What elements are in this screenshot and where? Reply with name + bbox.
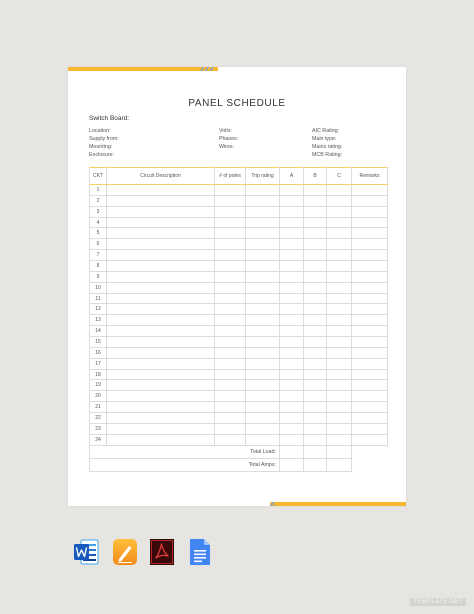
poles-cell[interactable]	[215, 271, 246, 282]
phase-b-cell[interactable]	[304, 413, 327, 424]
trip-rating-cell[interactable]	[246, 185, 280, 196]
table-row	[90, 326, 388, 337]
phase-b-cell[interactable]	[304, 250, 327, 261]
remarks-cell[interactable]	[352, 185, 388, 196]
phase-c-cell[interactable]	[327, 217, 352, 228]
poles-cell[interactable]	[215, 369, 246, 380]
table-row	[90, 282, 388, 293]
trip-rating-cell[interactable]	[246, 261, 280, 272]
ckt-cell: 1	[90, 185, 107, 196]
phase-c-cell[interactable]	[327, 391, 352, 402]
phase-a-cell[interactable]	[280, 326, 304, 337]
remarks-cell[interactable]	[352, 250, 388, 261]
total-load-a[interactable]	[280, 446, 304, 459]
phase-c-cell[interactable]	[327, 369, 352, 380]
table-row	[90, 423, 388, 434]
table-row	[90, 413, 388, 424]
circuit-description-cell[interactable]	[107, 347, 215, 358]
ckt-cell: 7	[90, 250, 107, 261]
phase-b-cell[interactable]	[304, 434, 327, 445]
poles-cell[interactable]	[215, 358, 246, 369]
ckt-cell: 5	[90, 228, 107, 239]
ckt-cell: 11	[90, 293, 107, 304]
remarks-cell[interactable]	[352, 228, 388, 239]
trip-rating-cell[interactable]	[246, 347, 280, 358]
trip-rating-cell[interactable]	[246, 369, 280, 380]
phase-a-cell[interactable]	[280, 391, 304, 402]
document-title: PANEL SCHEDULE	[188, 98, 286, 109]
circuit-description-cell[interactable]	[107, 402, 215, 413]
total-amps-a[interactable]	[280, 459, 304, 472]
remarks-cell[interactable]	[352, 391, 388, 402]
circuit-description-cell[interactable]	[107, 217, 215, 228]
poles-cell[interactable]	[215, 304, 246, 315]
phase-c-cell[interactable]	[327, 326, 352, 337]
remarks-cell[interactable]	[352, 434, 388, 445]
ckt-cell: 17	[90, 358, 107, 369]
trip-rating-cell[interactable]	[246, 326, 280, 337]
table-header-row	[90, 168, 388, 185]
ckt-cell: 21	[90, 402, 107, 413]
table-row	[90, 337, 388, 348]
phase-a-cell[interactable]	[280, 369, 304, 380]
remarks-cell[interactable]	[352, 304, 388, 315]
poles-cell[interactable]	[215, 239, 246, 250]
ckt-cell: 8	[90, 261, 107, 272]
table-row	[90, 315, 388, 326]
poles-cell[interactable]	[215, 250, 246, 261]
phase-b-cell[interactable]	[304, 337, 327, 348]
aic-rating-label: AIC Rating:	[312, 128, 340, 134]
remarks-cell[interactable]	[352, 347, 388, 358]
remarks-cell[interactable]	[352, 282, 388, 293]
ckt-cell: 14	[90, 326, 107, 337]
trip-rating-cell[interactable]	[246, 282, 280, 293]
remarks-cell[interactable]	[352, 423, 388, 434]
phase-a-cell[interactable]	[280, 337, 304, 348]
poles-cell[interactable]	[215, 413, 246, 424]
trip-rating-cell[interactable]	[246, 206, 280, 217]
phase-c-cell[interactable]	[327, 250, 352, 261]
table-row	[90, 347, 388, 358]
volts-label: Volts:	[219, 128, 232, 134]
phase-b-cell[interactable]	[304, 185, 327, 196]
phase-c-cell[interactable]	[327, 206, 352, 217]
header-circuit-description: Circuit Description	[107, 168, 215, 185]
table-body	[90, 185, 388, 446]
phase-a-cell[interactable]	[280, 413, 304, 424]
header-b: B	[304, 168, 327, 185]
circuit-description-cell[interactable]	[107, 434, 215, 445]
header-remarks: Remarks	[352, 168, 388, 185]
remarks-cell[interactable]	[352, 271, 388, 282]
circuit-description-cell[interactable]	[107, 369, 215, 380]
circuit-description-cell[interactable]	[107, 293, 215, 304]
bottom-accent-bar	[276, 502, 406, 506]
panel-schedule-table	[89, 167, 388, 446]
table-row	[90, 239, 388, 250]
trip-rating-cell[interactable]	[246, 304, 280, 315]
ckt-cell: 24	[90, 434, 107, 445]
phase-c-cell[interactable]	[327, 293, 352, 304]
phase-a-cell[interactable]	[280, 239, 304, 250]
circuit-description-cell[interactable]	[107, 423, 215, 434]
total-load-label: Total Load:	[90, 446, 280, 459]
phase-a-cell[interactable]	[280, 358, 304, 369]
table-row	[90, 391, 388, 402]
total-amps-b[interactable]	[304, 459, 327, 472]
phase-c-cell[interactable]	[327, 380, 352, 391]
trip-rating-cell[interactable]	[246, 358, 280, 369]
trip-rating-cell[interactable]	[246, 271, 280, 282]
poles-cell[interactable]	[215, 347, 246, 358]
trip-rating-cell[interactable]	[246, 195, 280, 206]
remarks-cell[interactable]	[352, 315, 388, 326]
phase-b-cell[interactable]	[304, 358, 327, 369]
trip-rating-cell[interactable]	[246, 217, 280, 228]
remarks-cell[interactable]	[352, 239, 388, 250]
ckt-cell: 20	[90, 391, 107, 402]
circuit-description-cell[interactable]	[107, 206, 215, 217]
table-row	[90, 293, 388, 304]
phase-b-cell[interactable]	[304, 195, 327, 206]
phase-b-cell[interactable]	[304, 239, 327, 250]
poles-cell[interactable]	[215, 185, 246, 196]
trip-rating-cell[interactable]	[246, 402, 280, 413]
total-amps-row	[90, 459, 352, 472]
info-column-3	[312, 127, 342, 159]
phase-c-cell[interactable]	[327, 185, 352, 196]
phase-b-cell[interactable]	[304, 347, 327, 358]
circuit-description-cell[interactable]	[107, 413, 215, 424]
phase-b-cell[interactable]	[304, 315, 327, 326]
enclosure-label: Enclosure:	[89, 152, 115, 158]
table-row	[90, 369, 388, 380]
document-page	[68, 67, 406, 506]
phase-b-cell[interactable]	[304, 217, 327, 228]
header-poles: # of poles	[215, 168, 246, 185]
top-accent-stripes	[200, 67, 214, 71]
header-c: C	[327, 168, 352, 185]
trip-rating-cell[interactable]	[246, 391, 280, 402]
poles-cell[interactable]	[215, 402, 246, 413]
ckt-cell: 4	[90, 217, 107, 228]
phase-c-cell[interactable]	[327, 402, 352, 413]
poles-cell[interactable]	[215, 391, 246, 402]
phase-b-cell[interactable]	[304, 380, 327, 391]
phase-b-cell[interactable]	[304, 402, 327, 413]
top-accent-bar	[68, 67, 218, 71]
phase-c-cell[interactable]	[327, 282, 352, 293]
ckt-cell: 3	[90, 206, 107, 217]
phase-c-cell[interactable]	[327, 315, 352, 326]
circuit-description-cell[interactable]	[107, 304, 215, 315]
poles-cell[interactable]	[215, 282, 246, 293]
location-label: Location:	[89, 128, 111, 134]
ckt-cell: 6	[90, 239, 107, 250]
poles-cell[interactable]	[215, 228, 246, 239]
header-a: A	[280, 168, 304, 185]
phase-a-cell[interactable]	[280, 434, 304, 445]
trip-rating-cell[interactable]	[246, 239, 280, 250]
phase-a-cell[interactable]	[280, 228, 304, 239]
phase-c-cell[interactable]	[327, 239, 352, 250]
circuit-description-cell[interactable]	[107, 337, 215, 348]
circuit-description-cell[interactable]	[107, 326, 215, 337]
mounting-label: Mounting:	[89, 144, 113, 150]
trip-rating-cell[interactable]	[246, 434, 280, 445]
phase-b-cell[interactable]	[304, 282, 327, 293]
phase-b-cell[interactable]	[304, 206, 327, 217]
watermark: TEMPLATE.NET	[410, 598, 466, 606]
ckt-cell: 12	[90, 304, 107, 315]
remarks-cell[interactable]	[352, 261, 388, 272]
poles-cell[interactable]	[215, 206, 246, 217]
table-row	[90, 434, 388, 445]
phase-a-cell[interactable]	[280, 217, 304, 228]
circuit-description-cell[interactable]	[107, 250, 215, 261]
poles-cell[interactable]	[215, 195, 246, 206]
supply-from-label: Supply from:	[89, 136, 119, 142]
ckt-cell: 9	[90, 271, 107, 282]
ckt-cell: 13	[90, 315, 107, 326]
phase-a-cell[interactable]	[280, 304, 304, 315]
trip-rating-cell[interactable]	[246, 293, 280, 304]
poles-cell[interactable]	[215, 380, 246, 391]
remarks-cell[interactable]	[352, 326, 388, 337]
phase-b-cell[interactable]	[304, 228, 327, 239]
mains-rating-label: Mains rating:	[312, 144, 343, 150]
table-row	[90, 206, 388, 217]
phase-a-cell[interactable]	[280, 315, 304, 326]
phase-c-cell[interactable]	[327, 413, 352, 424]
phase-a-cell[interactable]	[280, 282, 304, 293]
circuit-description-cell[interactable]	[107, 315, 215, 326]
remarks-cell[interactable]	[352, 358, 388, 369]
poles-cell[interactable]	[215, 217, 246, 228]
circuit-description-cell[interactable]	[107, 185, 215, 196]
phase-a-cell[interactable]	[280, 206, 304, 217]
phase-a-cell[interactable]	[280, 423, 304, 434]
trip-rating-cell[interactable]	[246, 315, 280, 326]
circuit-description-cell[interactable]	[107, 261, 215, 272]
remarks-cell[interactable]	[352, 217, 388, 228]
table-row	[90, 195, 388, 206]
phase-a-cell[interactable]	[280, 195, 304, 206]
remarks-cell[interactable]	[352, 413, 388, 424]
phase-a-cell[interactable]	[280, 261, 304, 272]
google-docs-icon[interactable]	[187, 538, 213, 566]
remarks-cell[interactable]	[352, 402, 388, 413]
ckt-cell: 2	[90, 195, 107, 206]
phase-a-cell[interactable]	[280, 402, 304, 413]
phase-a-cell[interactable]	[280, 380, 304, 391]
phase-a-cell[interactable]	[280, 185, 304, 196]
poles-cell[interactable]	[215, 423, 246, 434]
table-row	[90, 261, 388, 272]
phase-c-cell[interactable]	[327, 423, 352, 434]
ckt-cell: 22	[90, 413, 107, 424]
wires-label: Wires:	[219, 144, 235, 150]
circuit-description-cell[interactable]	[107, 391, 215, 402]
poles-cell[interactable]	[215, 326, 246, 337]
phase-c-cell[interactable]	[327, 195, 352, 206]
poles-cell[interactable]	[215, 434, 246, 445]
phase-b-cell[interactable]	[304, 369, 327, 380]
pdf-icon[interactable]	[149, 538, 175, 566]
total-load-b[interactable]	[304, 446, 327, 459]
circuit-description-cell[interactable]	[107, 239, 215, 250]
pages-icon[interactable]	[112, 538, 138, 566]
circuit-description-cell[interactable]	[107, 358, 215, 369]
phase-b-cell[interactable]	[304, 304, 327, 315]
phase-a-cell[interactable]	[280, 271, 304, 282]
word-icon[interactable]	[73, 538, 99, 566]
total-load-row	[90, 446, 352, 459]
phase-b-cell[interactable]	[304, 326, 327, 337]
phase-c-cell[interactable]	[327, 347, 352, 358]
info-column-2	[219, 127, 238, 151]
remarks-cell[interactable]	[352, 206, 388, 217]
phase-c-cell[interactable]	[327, 337, 352, 348]
poles-cell[interactable]	[215, 293, 246, 304]
total-load-c[interactable]	[327, 446, 352, 459]
ckt-cell: 19	[90, 380, 107, 391]
remarks-cell[interactable]	[352, 380, 388, 391]
remarks-cell[interactable]	[352, 337, 388, 348]
phase-c-cell[interactable]	[327, 228, 352, 239]
phase-c-cell[interactable]	[327, 358, 352, 369]
header-ckt: CKT	[90, 168, 107, 185]
poles-cell[interactable]	[215, 261, 246, 272]
table-row	[90, 185, 388, 196]
trip-rating-cell[interactable]	[246, 380, 280, 391]
poles-cell[interactable]	[215, 337, 246, 348]
ckt-cell: 16	[90, 347, 107, 358]
trip-rating-cell[interactable]	[246, 413, 280, 424]
ckt-cell: 15	[90, 337, 107, 348]
table-row	[90, 228, 388, 239]
phase-b-cell[interactable]	[304, 423, 327, 434]
phases-label: Phases:	[219, 136, 239, 142]
phase-c-cell[interactable]	[327, 261, 352, 272]
phase-b-cell[interactable]	[304, 261, 327, 272]
table-row	[90, 304, 388, 315]
remarks-cell[interactable]	[352, 293, 388, 304]
table-row	[90, 271, 388, 282]
switch-board-label: Switch Board:	[89, 115, 130, 122]
trip-rating-cell[interactable]	[246, 337, 280, 348]
mcb-rating-label: MCB Rating:	[312, 152, 343, 158]
poles-cell[interactable]	[215, 315, 246, 326]
circuit-description-cell[interactable]	[107, 228, 215, 239]
header-trip-rating: Trip rating	[246, 168, 280, 185]
table-row	[90, 217, 388, 228]
trip-rating-cell[interactable]	[246, 423, 280, 434]
phase-b-cell[interactable]	[304, 391, 327, 402]
trip-rating-cell[interactable]	[246, 228, 280, 239]
table-row	[90, 250, 388, 261]
ckt-cell: 18	[90, 369, 107, 380]
info-column-1	[89, 127, 119, 159]
totals-table	[89, 445, 352, 472]
phase-c-cell[interactable]	[327, 271, 352, 282]
ckt-cell: 10	[90, 282, 107, 293]
remarks-cell[interactable]	[352, 369, 388, 380]
phase-a-cell[interactable]	[280, 250, 304, 261]
total-amps-label: Total Amps:	[90, 459, 280, 472]
phase-b-cell[interactable]	[304, 271, 327, 282]
circuit-description-cell[interactable]	[107, 380, 215, 391]
phase-c-cell[interactable]	[327, 304, 352, 315]
main-type-label: Main type:	[312, 136, 337, 142]
ckt-cell: 23	[90, 423, 107, 434]
total-amps-c[interactable]	[327, 459, 352, 472]
phase-a-cell[interactable]	[280, 347, 304, 358]
phase-c-cell[interactable]	[327, 434, 352, 445]
circuit-description-cell[interactable]	[107, 271, 215, 282]
trip-rating-cell[interactable]	[246, 250, 280, 261]
remarks-cell[interactable]	[352, 195, 388, 206]
circuit-description-cell[interactable]	[107, 195, 215, 206]
circuit-description-cell[interactable]	[107, 282, 215, 293]
table-row	[90, 358, 388, 369]
table-row	[90, 380, 388, 391]
phase-a-cell[interactable]	[280, 293, 304, 304]
table-row	[90, 402, 388, 413]
phase-b-cell[interactable]	[304, 293, 327, 304]
